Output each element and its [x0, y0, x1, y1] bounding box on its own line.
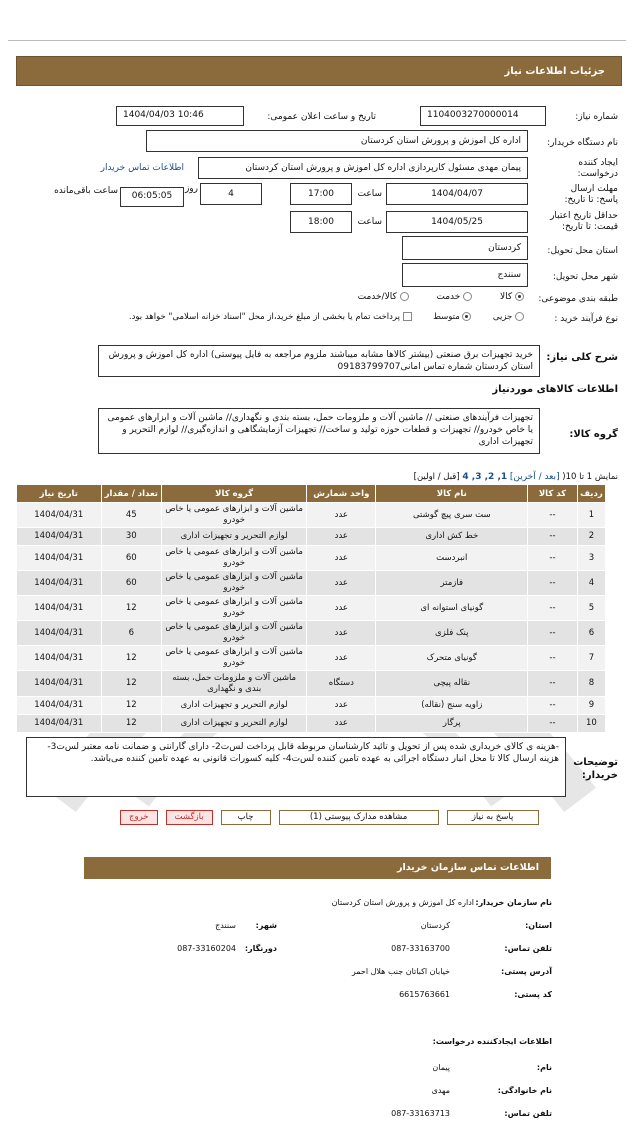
need-date-cell: 1404/04/31	[17, 671, 102, 697]
validity-label: حداقل تاریخ اعتبار قیمت: تا تاریخ:	[550, 211, 618, 232]
unit-cell: عدد	[307, 546, 376, 571]
items-table-wrap	[16, 484, 606, 733]
quantity-cell: 60	[101, 546, 162, 571]
deadline-date-field[interactable]: 1404/04/07	[386, 183, 528, 205]
quantity-cell: 12	[101, 646, 162, 671]
contact-phone-value: 087-33163700	[391, 944, 450, 953]
table-row[interactable]	[17, 646, 606, 671]
reply-button[interactable]: پاسخ به نیاز	[447, 810, 539, 825]
summary-text: خرید تجهیزات برق صنعتی (بیشتر کالاها مشابه میباشند ملزوم مراجعه به فایل پیوستی) اداره کل اموزش و پرورش استان کردستان شماره تماس امانی09183799707	[98, 345, 540, 377]
quantity-cell: 12	[101, 596, 162, 621]
days-field[interactable]: 4	[200, 183, 262, 205]
city-label: شهر محل تحویل:	[552, 272, 618, 282]
goods-group-text: تجهیزات فرآیندهای صنعتی // ماشین آلات و ملزومات حمل، بسته بندی و نگهداری// ماشین آلات و ابزارهای عمومی یا خاص خودرو// تجهیزات و قطعات حوزه تولید و ساخت// تجهیزات آزمایشگاهی و اندازه‌گیری// لوازم التحریر و تجهیزات اداری	[98, 408, 540, 454]
need-number-field[interactable]: 1104003270000014	[420, 106, 546, 126]
goods-section-title: اطلاعات کالاهای موردنیاز	[492, 384, 618, 395]
category-service-label: خدمت	[436, 292, 461, 302]
category-label: طبقه بندی موضوعی:	[538, 294, 618, 304]
item-name-cell: انبردست	[376, 546, 528, 571]
days-label: روز	[184, 184, 198, 194]
need-date-cell: 1404/04/31	[17, 528, 102, 546]
unit-cell: عدد	[307, 503, 376, 528]
quantity-cell: 12	[101, 671, 162, 697]
category-both-radio[interactable]	[400, 292, 409, 301]
pager-next-last[interactable]: [بعد / آخرین]	[509, 472, 560, 482]
need-date-cell: 1404/04/31	[17, 621, 102, 646]
item-name-cell: زاویه سنج (نقاله)	[376, 697, 528, 715]
unit-cell: عدد	[307, 528, 376, 546]
item-code-cell: --	[528, 715, 578, 733]
item-group-cell: لوازم التحریر و تجهیزات اداری	[162, 697, 307, 715]
province-field[interactable]: کردستان	[402, 236, 528, 260]
unit-cell: عدد	[307, 715, 376, 733]
process-minor-label: جزیی	[492, 312, 513, 322]
item-code-cell: --	[528, 546, 578, 571]
row-number-cell: 7	[577, 646, 605, 671]
need-number-label: شماره نیاز:	[575, 112, 618, 122]
item-code-cell: --	[528, 646, 578, 671]
quantity-cell: 12	[101, 715, 162, 733]
item-group-cell: ماشین آلات و ابزارهای عمومی یا خاص خودرو	[162, 503, 307, 528]
category-goods-label: کالا	[499, 292, 513, 302]
unit-cell: عدد	[307, 646, 376, 671]
item-code-cell: --	[528, 528, 578, 546]
validity-time-field[interactable]: 18:00	[290, 211, 352, 233]
quantity-cell: 6	[101, 621, 162, 646]
items-table	[16, 484, 606, 733]
pager-prev-first[interactable]: [قبل / اولین]	[413, 472, 460, 482]
table-row[interactable]	[17, 571, 606, 596]
remaining-time-label: ساعت باقی‌مانده	[54, 186, 118, 196]
contact-postal-label: کد پستی:	[514, 990, 552, 999]
creator-field[interactable]: پیمان مهدی مسئول کارپردازی اداره کل اموزش و پرورش استان کردستان	[198, 157, 528, 179]
process-medium-label: متوسط	[433, 312, 460, 322]
treasury-payment-label: پرداخت تمام یا بخشی از مبلغ خرید،از محل "اسناد خزانه اسلامی" خواهد بود.	[128, 312, 400, 322]
unit-cell: عدد	[307, 596, 376, 621]
row-number-cell: 4	[577, 571, 605, 596]
row-number-cell: 10	[577, 715, 605, 733]
creator-phone-label: تلفن تماس:	[504, 1109, 552, 1118]
pager-pages[interactable]: 1, 2, 3, 4	[462, 472, 508, 482]
category-both-label: کالا/خدمت	[357, 292, 397, 302]
table-row[interactable]	[17, 697, 606, 715]
col-date-header: تاریخ نیاز	[17, 485, 102, 503]
creator-info-title: اطلاعات ایجادکننده درخواست:	[432, 1037, 552, 1046]
col-qty-header: تعداد / مقدار	[101, 485, 162, 503]
process-medium-radio[interactable]	[462, 312, 471, 321]
validity-time-label: ساعت	[357, 217, 382, 227]
province-label: استان محل تحویل:	[547, 246, 618, 256]
buyer-label: نام دستگاه خریدار:	[547, 138, 618, 148]
quantity-cell: 45	[101, 503, 162, 528]
unit-cell: عدد	[307, 621, 376, 646]
item-name-cell: گونیای استوانه ای	[376, 596, 528, 621]
col-row-header: ردیف	[577, 485, 605, 503]
deadline-time-label: ساعت	[357, 189, 382, 199]
contact-org-label: نام سازمان خریدار:	[475, 898, 552, 907]
need-date-cell: 1404/04/31	[17, 546, 102, 571]
item-name-cell: خط کش اداری	[376, 528, 528, 546]
table-row[interactable]	[17, 503, 606, 528]
category-service-radio[interactable]	[463, 292, 472, 301]
item-group-cell: ماشین آلات و ابزارهای عمومی یا خاص خودرو	[162, 546, 307, 571]
quantity-cell: 30	[101, 528, 162, 546]
row-number-cell: 6	[577, 621, 605, 646]
need-date-cell: 1404/04/31	[17, 596, 102, 621]
category-goods-radio[interactable]	[515, 292, 524, 301]
action-buttons	[120, 810, 539, 825]
buyer-field[interactable]: اداره کل اموزش و پرورش استان کردستان	[146, 130, 528, 152]
creator-phone-value: 087-33163713	[391, 1109, 450, 1118]
contact-city-label: شهر:	[255, 921, 277, 930]
quantity-cell: 60	[101, 571, 162, 596]
creator-label: ایجاد کننده درخواست:	[577, 158, 618, 179]
item-code-cell: --	[528, 503, 578, 528]
process-radio-group	[129, 312, 524, 322]
back-button[interactable]: بازگشت	[166, 810, 213, 825]
summary-label: شرح کلی نیاز:	[546, 352, 618, 363]
item-name-cell: نقاله پیچی	[376, 671, 528, 697]
exit-button[interactable]: خروج	[120, 810, 158, 825]
row-number-cell: 2	[577, 528, 605, 546]
creator-name-value: پیمان	[432, 1063, 450, 1072]
table-row[interactable]	[17, 715, 606, 733]
contact-postal-value: 6615763661	[399, 990, 450, 999]
item-group-cell: ماشین آلات و ابزارهای عمومی یا خاص خودرو	[162, 646, 307, 671]
item-group-cell: ماشین آلات و ابزارهای عمومی یا خاص خودرو	[162, 596, 307, 621]
goods-group-label: گروه کالا:	[569, 429, 618, 440]
table-row[interactable]	[17, 621, 606, 646]
page-title: جزئیات اطلاعات نیاز	[16, 56, 622, 86]
item-group-cell: ماشین آلات و ملزومات حمل، بسته بندی و نگهداری	[162, 671, 307, 697]
row-number-cell: 5	[577, 596, 605, 621]
process-minor-radio[interactable]	[515, 312, 524, 321]
treasury-payment-checkbox[interactable]	[403, 312, 412, 321]
process-label: نوع فرآیند خرید :	[554, 314, 618, 324]
contact-org-value: اداره کل اموزش و پرورش استان کردستان	[331, 898, 474, 907]
item-code-cell: --	[528, 621, 578, 646]
row-number-cell: 3	[577, 546, 605, 571]
announce-field[interactable]: 1404/04/03 10:46	[116, 106, 244, 126]
col-unit-header: واحد شمارش	[307, 485, 376, 503]
pager	[414, 472, 618, 482]
unit-cell: عدد	[307, 571, 376, 596]
item-name-cell: پرگار	[376, 715, 528, 733]
item-name-cell: ست سری پیچ گوشتی	[376, 503, 528, 528]
deadline-time-field[interactable]: 17:00	[290, 183, 352, 205]
col-name-header: نام کالا	[376, 485, 528, 503]
table-header-row	[17, 485, 606, 503]
col-group-header: گروه کالا	[162, 485, 307, 503]
item-name-cell: پنک فلزی	[376, 621, 528, 646]
contact-city-value: سنندج	[215, 921, 236, 930]
creator-family-label: نام خانوادگی:	[497, 1086, 552, 1095]
need-date-cell: 1404/04/31	[17, 503, 102, 528]
contact-fax-label: دورنگار:	[244, 944, 277, 953]
notes-label: توضیحات خریدار:	[573, 757, 618, 781]
need-date-cell: 1404/04/31	[17, 646, 102, 671]
table-row[interactable]	[17, 671, 606, 697]
need-date-cell: 1404/04/31	[17, 697, 102, 715]
validity-date-field[interactable]: 1404/05/25	[386, 211, 528, 233]
buyer-contact-link[interactable]: اطلاعات تماس خریدار	[100, 163, 184, 173]
deadline-label: مهلت ارسال پاسخ: تا تاریخ:	[564, 184, 618, 205]
table-row[interactable]	[17, 546, 606, 571]
item-group-cell: ماشین آلات و ابزارهای عمومی یا خاص خودرو	[162, 571, 307, 596]
remaining-time-field[interactable]: 06:05:05	[120, 187, 184, 207]
item-name-cell: گونیای متحرک	[376, 646, 528, 671]
contact-address-value: خیابان اکباتان جنب هلال احمر	[351, 967, 450, 976]
quantity-cell: 12	[101, 697, 162, 715]
row-number-cell: 8	[577, 671, 605, 697]
unit-cell: عدد	[307, 697, 376, 715]
contact-address-label: آدرس پستی:	[501, 967, 552, 976]
pager-range: نمایش 1 تا 10(	[562, 472, 618, 482]
item-group-cell: لوازم التحریر و تجهیزات اداری	[162, 528, 307, 546]
notes-text: -هزینه ی کالای خریداری شده پس از تحویل و تائید کارشناسان مربوطه قابل پرداخت لس‌ت2- دارای گارانتی و ضمانت نامه معتبر لس‌ت3- هزینه ارسال کالا تا محل انبار دستگاه اجرائی به عهده تامین کننده لس‌ت4- کلیه کسورات قانونی به عهده تامین کننده می‌باشد.	[26, 737, 566, 797]
item-code-cell: --	[528, 571, 578, 596]
need-date-cell: 1404/04/31	[17, 571, 102, 596]
row-number-cell: 9	[577, 697, 605, 715]
contact-fax-value: 087-33160204	[177, 944, 236, 953]
unit-cell: دستگاه	[307, 671, 376, 697]
city-field[interactable]: سنندج	[402, 263, 528, 287]
item-group-cell: ماشین آلات و ابزارهای عمومی یا خاص خودرو	[162, 621, 307, 646]
contact-section-title: اطلاعات تماس سازمان خریدار	[84, 857, 551, 879]
contact-province-value: کردستان	[420, 921, 450, 930]
contact-phone-label: تلفن تماس:	[504, 944, 552, 953]
announce-label: تاریخ و ساعت اعلان عمومی:	[267, 112, 376, 122]
contact-province-label: استان:	[525, 921, 552, 930]
item-code-cell: --	[528, 697, 578, 715]
top-divider	[8, 40, 626, 41]
need-date-cell: 1404/04/31	[17, 715, 102, 733]
view-attachments-button[interactable]: مشاهده مدارک پیوستی (1)	[279, 810, 439, 825]
creator-name-label: نام:	[536, 1063, 552, 1072]
item-group-cell: لوازم التحریر و تجهیزات اداری	[162, 715, 307, 733]
item-code-cell: --	[528, 596, 578, 621]
row-number-cell: 1	[577, 503, 605, 528]
category-radio-group	[358, 292, 524, 302]
col-code-header: کد کالا	[528, 485, 578, 503]
item-name-cell: فازمتر	[376, 571, 528, 596]
print-button[interactable]: چاپ	[221, 810, 271, 825]
table-row[interactable]	[17, 528, 606, 546]
item-code-cell: --	[528, 671, 578, 697]
creator-family-value: مهدی	[431, 1086, 450, 1095]
table-row[interactable]	[17, 596, 606, 621]
